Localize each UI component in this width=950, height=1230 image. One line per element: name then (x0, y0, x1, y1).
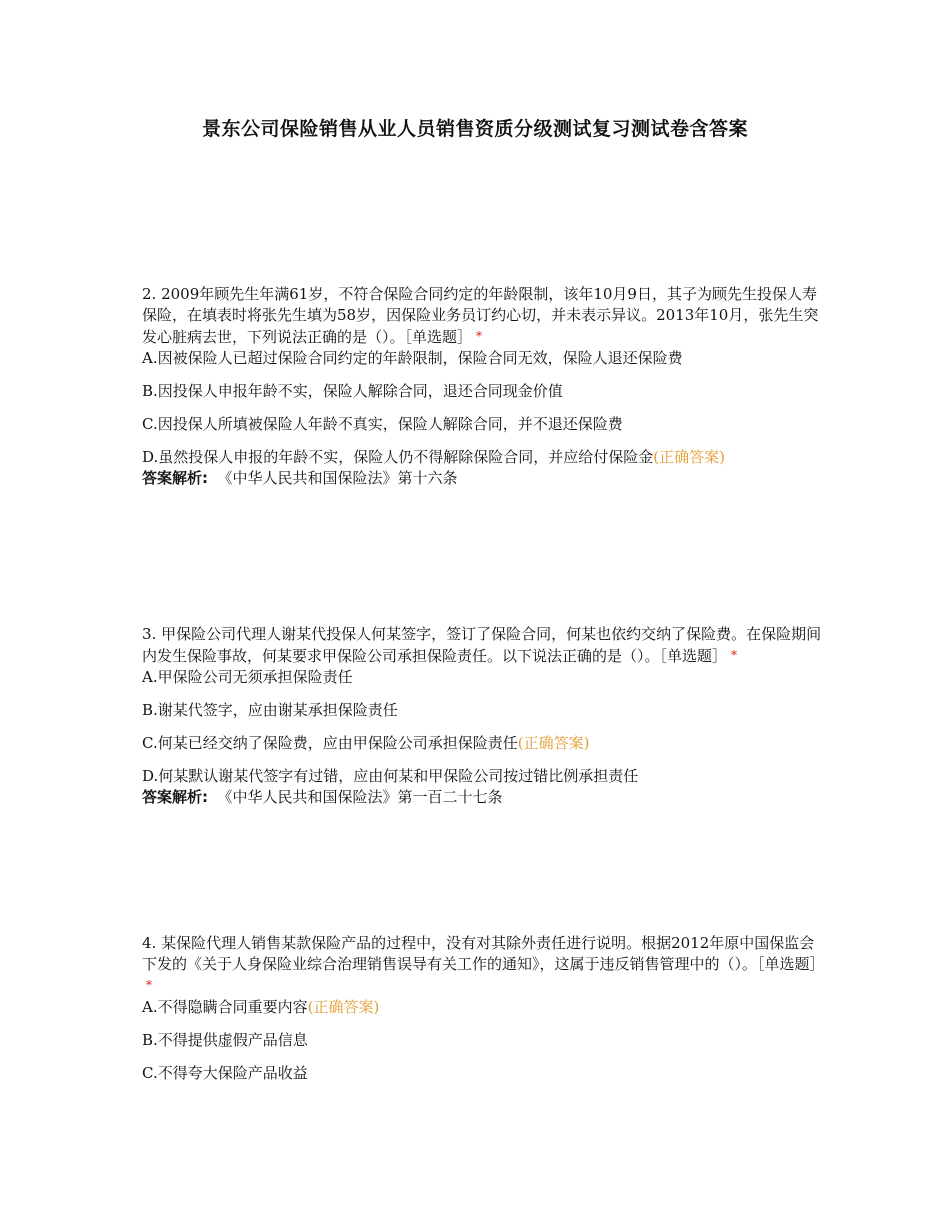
option: D.虽然投保人申报的年龄不实，保险人仍不得解除保险合同，并应给付保险金(正确答案) (142, 448, 725, 466)
question-block (142, 284, 822, 489)
option: A.因被保险人已超过保险合同约定的年龄限制，保险合同无效，保险人退还保险费 (142, 349, 683, 367)
question-block (142, 933, 825, 1084)
correct-answer-mark: (正确答案) (517, 734, 590, 752)
explanation-label: 答案解析: (142, 469, 208, 487)
option: C.因投保人所填被保险人年龄不真实，保险人解除合同，并不退还保险费 (142, 415, 623, 433)
correct-answer-mark: (正确答案) (307, 998, 380, 1016)
required-star: * (146, 978, 152, 992)
required-star: * (731, 648, 738, 662)
explanation-label: 答案解析: (142, 788, 208, 806)
answer-explanation: 答案解析: 《中华人民共和国保险法》第十六条 (142, 469, 458, 487)
document-title: 景东公司保险销售从业人员销售资质分级测试复习测试卷含答案 (201, 118, 748, 140)
required-star: * (476, 329, 483, 343)
question-block (142, 624, 822, 808)
option: B.不得提供虚假产品信息 (142, 1031, 308, 1049)
question-stem: 3. 甲保险公司代理人谢某代投保人何某签字，签订了保险合同，何某也依约交纳了保险费。在保险期间内发生保险事故，何某要求甲保险公司承担保险责任。以下说法正确的是（）。［单选题］ * (142, 625, 822, 665)
question-stem: 4. 某保险代理人销售某款保险产品的过程中，没有对其除外责任进行说明。根据2012年原中国保监会下发的《关于人身保险业综合治理销售误导有关工作的通知》，这属于违反销售管理中的（）。［单选题］* (142, 934, 825, 992)
option: A.甲保险公司无须承担保险责任 (142, 668, 353, 686)
option: C.不得夸大保险产品收益 (142, 1064, 308, 1082)
question-stem: 2. 2009年顾先生年满61岁，不符合保险合同约定的年龄限制，该年10月9日，其子为顾先生投保人寿保险，在填表时将张先生填为58岁，因保险业务员订约心切，并未表示异议。2013年10月，张先生突发心脏病去世，下列说法正确的是（）。［单选题］ * (142, 285, 819, 346)
option: A.不得隐瞒合同重要内容(正确答案) (142, 998, 380, 1016)
answer-explanation: 答案解析: 《中华人民共和国保险法》第一百二十七条 (142, 788, 503, 806)
option: B.因投保人申报年龄不实，保险人解除合同，退还合同现金价值 (142, 382, 563, 400)
option: C.何某已经交纳了保险费，应由甲保险公司承担保险责任(正确答案) (142, 734, 590, 752)
option: B.谢某代签字，应由谢某承担保险责任 (142, 701, 398, 719)
correct-answer-mark: (正确答案) (653, 448, 725, 466)
option: D.何某默认谢某代签字有过错，应由何某和甲保险公司按过错比例承担责任 (142, 767, 639, 785)
